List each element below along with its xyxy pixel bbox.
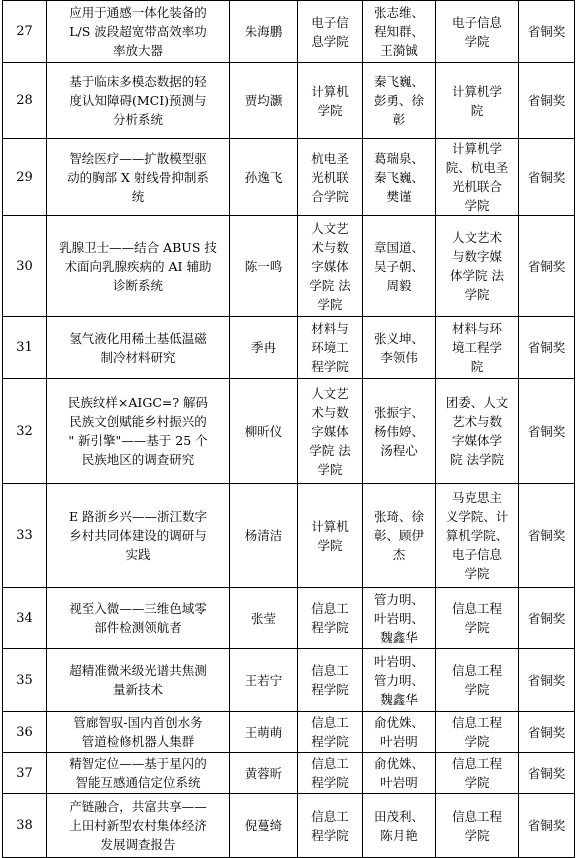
award-level-cell: 省铜奖	[519, 484, 575, 588]
project-title-cell: 精智定位——基于星闪的 智能互感通信定位系统	[47, 753, 230, 794]
recommending-unit-cell: 信息工程 学院	[436, 712, 519, 753]
college-cell: 信息工 程学院	[298, 588, 363, 649]
team-leader-cell: 贾均灏	[230, 63, 298, 139]
award-level-cell: 省铜奖	[519, 649, 575, 712]
team-leader-cell: 陈一鸣	[230, 216, 298, 317]
award-level-cell: 省铜奖	[519, 1, 575, 63]
table-row	[3, 712, 575, 753]
table-row	[3, 139, 575, 216]
award-level-cell: 省铜奖	[519, 379, 575, 484]
team-leader-cell: 朱海鹏	[230, 1, 298, 63]
award-level-cell: 省铜奖	[519, 216, 575, 317]
row-number-cell: 29	[3, 139, 47, 216]
recommending-unit-cell: 人文艺术 与数字媒 体学院 法 学院	[436, 216, 519, 317]
project-title-cell: 乳腺卫士——结合 ABUS 技 术面向乳腺疾病的 AI 辅助 诊断系统	[47, 216, 230, 317]
row-number-cell: 31	[3, 317, 47, 379]
table-row	[3, 753, 575, 794]
team-leader-cell: 柳昕仪	[230, 379, 298, 484]
row-number-cell: 33	[3, 484, 47, 588]
row-number-cell: 32	[3, 379, 47, 484]
recommending-unit-cell: 信息工程 学院	[436, 588, 519, 649]
recommending-unit-cell: 信息工程 学院	[436, 649, 519, 712]
project-title-cell: 智绘医疗——扩散模型驱 动的胸部 X 射线骨抑制系 统	[47, 139, 230, 216]
college-cell: 信息工 程学院	[298, 649, 363, 712]
table-body	[3, 1, 575, 858]
award-level-cell: 省铜奖	[519, 139, 575, 216]
team-leader-cell: 杨清洁	[230, 484, 298, 588]
row-number-cell: 35	[3, 649, 47, 712]
table-row	[3, 1, 575, 63]
project-title-cell: 管廊智驭-国内首创水务 管道检修机器人集群	[47, 712, 230, 753]
recommending-unit-cell: 信息工程 学院	[436, 794, 519, 858]
advisors-cell: 俞优姝、 叶岩明	[363, 712, 436, 753]
row-number-cell: 30	[3, 216, 47, 317]
award-level-cell: 省铜奖	[519, 588, 575, 649]
award-level-cell: 省铜奖	[519, 753, 575, 794]
project-title-cell: 视至入微——三维色域零 部件检测领航者	[47, 588, 230, 649]
project-title-cell: 应用于通感一体化装备的 L/S 波段超宽带高效率功 率放大器	[47, 1, 230, 63]
recommending-unit-cell: 计算机学 院	[436, 63, 519, 139]
row-number-cell: 37	[3, 753, 47, 794]
recommending-unit-cell: 信息工程 学院	[436, 753, 519, 794]
advisors-cell: 张振宇、 杨伟婷、 汤程心	[363, 379, 436, 484]
row-number-cell: 38	[3, 794, 47, 858]
recommending-unit-cell: 计算机学 院、杭电圣 光机联合 学院	[436, 139, 519, 216]
college-cell: 人文艺 术与数 字媒体 学院 法 学院	[298, 379, 363, 484]
team-leader-cell: 王萌萌	[230, 712, 298, 753]
recommending-unit-cell: 马克思主 义学院、计 算机学院、 电子信息 学院	[436, 484, 519, 588]
award-level-cell: 省铜奖	[519, 63, 575, 139]
advisors-cell: 叶岩明、 管力明、 魏鑫华	[363, 649, 436, 712]
college-cell: 信息工 程学院	[298, 753, 363, 794]
award-level-cell: 省铜奖	[519, 712, 575, 753]
row-number-cell: 28	[3, 63, 47, 139]
project-title-cell: 民族纹样×AIGC=? 解码 民族文创赋能乡村振兴的 " 新引擎"——基于 25 个 民族地区的调查研究	[47, 379, 230, 484]
awards-table	[2, 0, 575, 858]
row-number-cell: 36	[3, 712, 47, 753]
team-leader-cell: 孙逸飞	[230, 139, 298, 216]
row-number-cell: 34	[3, 588, 47, 649]
advisors-cell: 秦飞巍、 彭勇、徐 彰	[363, 63, 436, 139]
advisors-cell: 葛瑞泉、 秦飞巍、 樊谨	[363, 139, 436, 216]
row-number-cell: 27	[3, 1, 47, 63]
project-title-cell: 氢气液化用稀土基低温磁 制冷材料研究	[47, 317, 230, 379]
advisors-cell: 田茂利、 陈月艳	[363, 794, 436, 858]
team-leader-cell: 季冉	[230, 317, 298, 379]
recommending-unit-cell: 材料与环 境工程学 院	[436, 317, 519, 379]
award-level-cell: 省铜奖	[519, 317, 575, 379]
college-cell: 杭电圣 光机联 合学院	[298, 139, 363, 216]
table-row	[3, 588, 575, 649]
table-row	[3, 484, 575, 588]
project-title-cell: 产链融合，共富共享—— 上田村新型农村集体经济 发展调查报告	[47, 794, 230, 858]
college-cell: 材料与 环境工 程学院	[298, 317, 363, 379]
advisors-cell: 张琦、徐 彰、顾伊 杰	[363, 484, 436, 588]
team-leader-cell: 王若宁	[230, 649, 298, 712]
team-leader-cell: 黄蓉昕	[230, 753, 298, 794]
table-row	[3, 794, 575, 858]
advisors-cell: 张志维、 程知群、 王漪铖	[363, 1, 436, 63]
college-cell: 计算机 学院	[298, 63, 363, 139]
table-row	[3, 63, 575, 139]
team-leader-cell: 倪蔓绮	[230, 794, 298, 858]
table-row	[3, 379, 575, 484]
table-row	[3, 317, 575, 379]
advisors-cell: 张义坤、 李领伟	[363, 317, 436, 379]
table-row	[3, 216, 575, 317]
college-cell: 人文艺 术与数 字媒体 学院 法 学院	[298, 216, 363, 317]
recommending-unit-cell: 电子信息 学院	[436, 1, 519, 63]
advisors-cell: 管力明、 叶岩明、 魏鑫华	[363, 588, 436, 649]
project-title-cell: 超精准微米级光谱共焦测 量新技术	[47, 649, 230, 712]
table-row	[3, 649, 575, 712]
project-title-cell: E 路浙乡兴——浙江数字 乡村共同体建设的调研与 实践	[47, 484, 230, 588]
team-leader-cell: 张莹	[230, 588, 298, 649]
college-cell: 计算机 学院	[298, 484, 363, 588]
award-level-cell: 省铜奖	[519, 794, 575, 858]
advisors-cell: 章国道、 吴子朝、 周毅	[363, 216, 436, 317]
advisors-cell: 俞优姝、 叶岩明	[363, 753, 436, 794]
recommending-unit-cell: 团委、人文 艺术与数 字媒体学 院 法学院	[436, 379, 519, 484]
project-title-cell: 基于临床多模态数据的轻 度认知障碍(MCI)预测与 分析系统	[47, 63, 230, 139]
college-cell: 信息工 程学院	[298, 794, 363, 858]
college-cell: 信息工 程学院	[298, 712, 363, 753]
college-cell: 电子信 息学院	[298, 1, 363, 63]
